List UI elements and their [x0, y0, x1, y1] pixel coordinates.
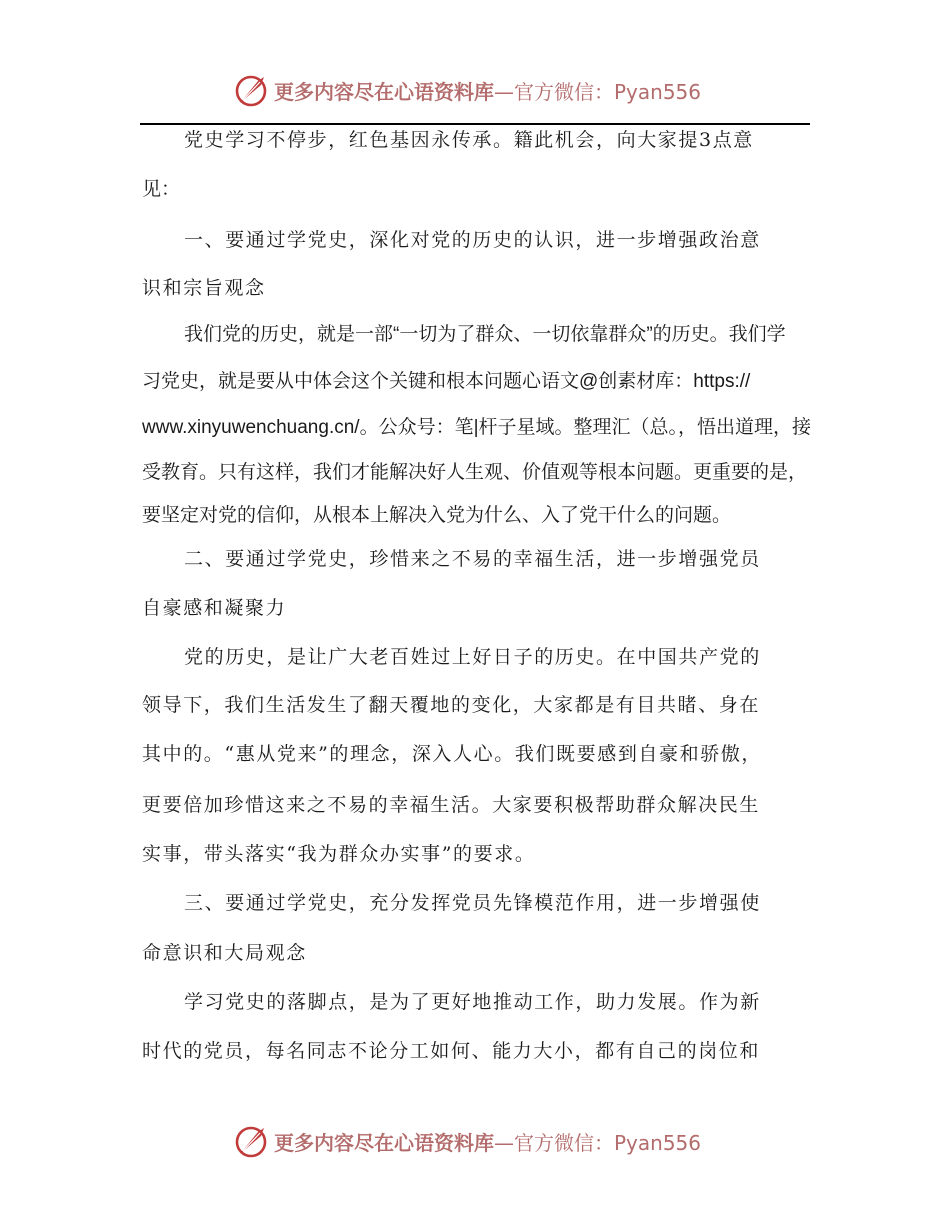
footer-banner: [234, 1121, 714, 1161]
section-heading: 二、要通过学党史，珍惜来之不易的幸福生活，进一步增强党员: [184, 548, 761, 570]
body-line: 习党史，就是要从中体会这个关键和根本问题心语文@创素材库：https://: [142, 371, 751, 392]
body-line: 实事，带头落实“我为群众办实事”的要求。: [142, 843, 536, 865]
body-line: 更要倍加珍惜这来之不易的幸福生活。大家要积极帮助群众解决民生: [142, 794, 761, 816]
body-line: 时代的党员，每名同志不论分工如何、能力大小，都有自己的岗位和: [142, 1040, 761, 1062]
body-line: 受教育。只有这样，我们才能解决好人生观、价值观等根本问题。更重要的是，: [142, 462, 808, 483]
body-line: 其中的。“惠从党来”的理念，深入人心。我们既要感到自豪和骄傲，: [142, 743, 763, 765]
body-line: 我们党的历史，就是一部“一切为了群众、一切依靠群众”的历史。我们学: [184, 324, 786, 345]
quill-logo-icon: [234, 72, 270, 108]
quill-logo-icon: [234, 1123, 270, 1159]
header-dash: —: [494, 79, 514, 104]
header-brand-text: 更多内容尽在心语资料库: [274, 79, 494, 104]
header-rule: [140, 123, 810, 125]
section-heading: 自豪感和凝聚力: [142, 597, 287, 619]
header-banner: [234, 70, 714, 110]
body-line: 学习党史的落脚点，是为了更好地推动工作，助力发展。作为新: [184, 991, 761, 1013]
footer-contact-text: 官方微信：Pyan556: [514, 1130, 702, 1155]
body-line: 见：: [142, 178, 181, 200]
body-line: 要坚定对党的信仰，从根本上解决入党为什么、入了党干什么的问题。: [142, 505, 732, 526]
body-line: 领导下，我们生活发生了翻天覆地的变化，大家都是有目共睹、身在: [142, 694, 761, 716]
body-line: www.xinyuwenchuang.cn/。公众号：笔|杆子星域。整理汇（总。，悟出道理，接: [142, 417, 811, 438]
section-heading: 命意识和大局观念: [142, 942, 307, 964]
body-line: 党的历史，是让广大老百姓过上好日子的历史。在中国共产党的: [184, 646, 761, 668]
footer-brand-text: 更多内容尽在心语资料库: [274, 1130, 494, 1155]
section-heading: 识和宗旨观念: [142, 277, 266, 299]
section-heading: 一、要通过学党史，深化对党的历史的认识，进一步增强政治意: [184, 229, 761, 251]
footer-dash: —: [494, 1130, 514, 1155]
section-heading: 三、要通过学党史，充分发挥党员先锋模范作用，进一步增强使: [184, 892, 761, 914]
body-line: 党史学习不停步，红色基因永传承。籍此机会，向大家提3点意: [184, 129, 754, 151]
header-contact-text: 官方微信：Pyan556: [514, 79, 702, 104]
